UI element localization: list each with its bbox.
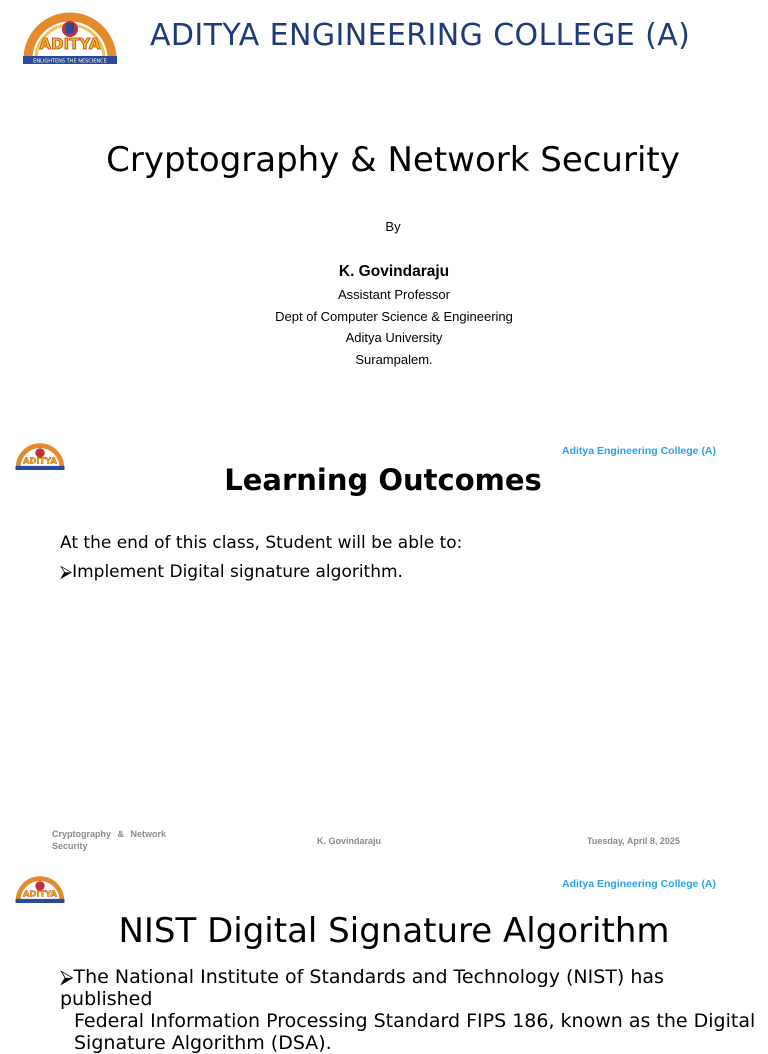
logo-word: ADITYA — [39, 35, 101, 53]
nist-dsa-title: NIST Digital Signature Algorithm — [118, 911, 670, 951]
svg-text:ADITYA: ADITYA — [23, 888, 57, 899]
deck-title: Cryptography & Network Security — [106, 140, 680, 180]
footer-course: Cryptography & Network Security — [52, 829, 167, 851]
author-department: Dept of Computer Science & Engineering — [275, 309, 513, 324]
nist-line-2: Federal Information Processing Standard FIPS 186, known as the Digital — [74, 1010, 756, 1032]
arrow-bullet-icon: ⮚ — [60, 966, 74, 988]
nist-line-3: Signature Algorithm (DSA). — [74, 1032, 332, 1054]
author-name: K. Govindaraju — [338, 263, 450, 280]
footer-date: Tuesday, April 8, 2025 — [587, 836, 680, 846]
author-location: Surampalem. — [355, 352, 433, 367]
learning-outcomes-intro: At the end of this class, Student will be able to: — [60, 533, 463, 553]
learning-outcome-text: Implement Digital signature algorithm. — [72, 562, 403, 582]
author-designation: Assistant Professor — [338, 287, 450, 302]
logo-tagline: ENLIGHTENS THE NESCIENCE — [33, 58, 107, 65]
college-logo — [20, 7, 120, 67]
slide2-header-college: Aditya Engineering College (A) — [562, 445, 717, 457]
slide3-header-college: Aditya Engineering College (A) — [562, 878, 717, 890]
nist-paragraph — [60, 966, 760, 1054]
learning-outcomes-title: Learning Outcomes — [224, 463, 542, 497]
author-university: Aditya University — [345, 330, 443, 345]
footer-author: K. Govindaraju — [317, 836, 382, 846]
svg-text:ADITYA: ADITYA — [23, 455, 57, 466]
college-title: ADITYA ENGINEERING COLLEGE (A) — [150, 18, 691, 53]
learning-outcome-item — [60, 562, 403, 582]
by-label: By — [385, 219, 401, 234]
nist-line-1: The National Institute of Standards and Technology (NIST) has published — [60, 966, 664, 1010]
slide3-logo — [14, 873, 66, 905]
arrow-bullet-icon: ⮚ — [60, 562, 73, 582]
